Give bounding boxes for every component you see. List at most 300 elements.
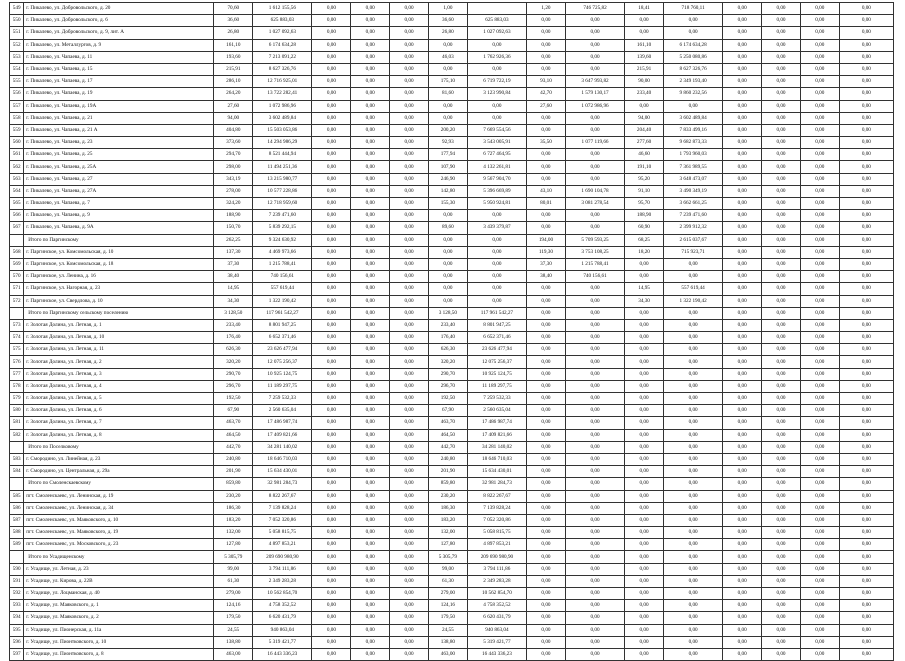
value-cell: 0,00: [351, 149, 390, 161]
value-cell: 0,00: [565, 575, 624, 587]
table-row: [10, 112, 894, 124]
value-cell: 0,00: [723, 575, 762, 587]
value-cell: 0,00: [839, 478, 893, 490]
value-cell: 0,00: [663, 575, 722, 587]
table-row: [10, 271, 894, 283]
value-cell: 0,00: [800, 466, 839, 478]
value-cell: 0,00: [312, 173, 351, 185]
value-cell: 2 615 037,67: [663, 234, 722, 246]
value-cell: 0,00: [428, 63, 467, 75]
address-cell: г. Золотая Долина, ул. Летная, д. 6: [24, 405, 214, 417]
row-number-cell: 557: [10, 100, 24, 112]
table-row: [10, 185, 894, 197]
value-cell: 2 349 283,28: [253, 575, 312, 587]
value-cell: 0,00: [351, 429, 390, 441]
value-cell: 746 725,82: [565, 3, 624, 15]
value-cell: 1 215 788,41: [253, 258, 312, 270]
row-number-cell: 550: [10, 15, 24, 27]
value-cell: 0,00: [762, 612, 801, 624]
value-cell: 0,00: [762, 563, 801, 575]
value-cell: 0,00: [565, 51, 624, 63]
table-row: [10, 161, 894, 173]
value-cell: 0,00: [723, 39, 762, 51]
address-cell: г. Пикалево, ул. Чапаева, д. 7: [24, 198, 214, 210]
value-cell: 142,80: [428, 185, 467, 197]
row-number-cell: 563: [10, 173, 24, 185]
value-cell: 0,00: [351, 490, 390, 502]
value-cell: 6 620 431,79: [467, 612, 526, 624]
value-cell: 7 239 471,60: [253, 210, 312, 222]
row-number-cell: [10, 478, 24, 490]
value-cell: 11 189 297,75: [253, 380, 312, 392]
value-cell: 0,00: [565, 405, 624, 417]
value-cell: 194,00: [527, 234, 566, 246]
value-cell: 137,30: [214, 246, 253, 258]
value-cell: 0,00: [800, 344, 839, 356]
value-cell: 0,00: [312, 648, 351, 660]
value-cell: 0,00: [351, 15, 390, 27]
value-cell: 0,00: [839, 332, 893, 344]
value-cell: 0,00: [565, 149, 624, 161]
value-cell: 0,00: [390, 185, 429, 197]
value-cell: 0,00: [800, 63, 839, 75]
value-cell: 230,20: [214, 490, 253, 502]
value-cell: 0,00: [565, 380, 624, 392]
address-cell: г. Золотая Долина, ул. Летная, д. 7: [24, 417, 214, 429]
value-cell: 0,00: [312, 88, 351, 100]
value-cell: 0,00: [762, 490, 801, 502]
value-cell: 0,00: [390, 551, 429, 563]
value-cell: 215,91: [625, 63, 664, 75]
value-cell: 0,00: [351, 478, 390, 490]
value-cell: 18 646 710,03: [467, 453, 526, 465]
value-cell: 1 579 130,17: [565, 88, 624, 100]
value-cell: 0,00: [312, 27, 351, 39]
value-cell: 5 305,79: [428, 551, 467, 563]
value-cell: 0,00: [390, 210, 429, 222]
table-row: [10, 319, 894, 331]
value-cell: 3 123 990,84: [467, 88, 526, 100]
value-cell: 7 239 471,60: [663, 210, 722, 222]
value-cell: 0,00: [663, 539, 722, 551]
value-cell: 80,01: [527, 198, 566, 210]
value-cell: 0,00: [527, 173, 566, 185]
value-cell: 0,00: [390, 441, 429, 453]
value-cell: 0,00: [762, 356, 801, 368]
value-cell: 5 305,79: [214, 551, 253, 563]
value-cell: 0,00: [351, 514, 390, 526]
value-cell: 0,00: [390, 295, 429, 307]
value-cell: 0,00: [723, 27, 762, 39]
row-number-cell: 591: [10, 575, 24, 587]
value-cell: 0,00: [390, 575, 429, 587]
table-row: [10, 210, 894, 222]
value-cell: 0,00: [762, 380, 801, 392]
address-cell: г. Золотая Долина, ул. Летная, д. 8: [24, 429, 214, 441]
value-cell: 0,00: [762, 173, 801, 185]
value-cell: 0,00: [663, 332, 722, 344]
value-cell: 0,00: [565, 210, 624, 222]
value-cell: 0,00: [625, 429, 664, 441]
value-cell: 0,00: [663, 466, 722, 478]
value-cell: 0,00: [663, 588, 722, 600]
value-cell: 0,00: [390, 246, 429, 258]
row-number-cell: 584: [10, 466, 24, 478]
value-cell: 95,70: [625, 198, 664, 210]
value-cell: 0,00: [351, 185, 390, 197]
value-cell: 0,00: [762, 258, 801, 270]
value-cell: 0,00: [565, 551, 624, 563]
table-row: [10, 453, 894, 465]
value-cell: 0,00: [800, 563, 839, 575]
value-cell: 0,00: [839, 380, 893, 392]
value-cell: 7 259 532,33: [253, 393, 312, 405]
value-cell: 0,00: [839, 429, 893, 441]
value-cell: 10 577 228,86: [253, 185, 312, 197]
table-row: [10, 258, 894, 270]
value-cell: 17 409 821,66: [253, 429, 312, 441]
value-cell: 0,00: [390, 527, 429, 539]
value-cell: 0,00: [351, 588, 390, 600]
value-cell: 0,00: [839, 271, 893, 283]
value-cell: 0,00: [663, 648, 722, 660]
value-cell: 0,00: [839, 600, 893, 612]
value-cell: 1 322 190,42: [253, 295, 312, 307]
value-cell: 0,00: [762, 319, 801, 331]
value-cell: 0,00: [762, 307, 801, 319]
value-cell: 0,00: [625, 319, 664, 331]
value-cell: 9 567 904,70: [467, 173, 526, 185]
value-cell: 0,00: [390, 648, 429, 660]
value-cell: 93,10: [527, 76, 566, 88]
value-cell: 0,00: [351, 161, 390, 173]
value-cell: 18,41: [625, 3, 664, 15]
row-number-cell: 555: [10, 76, 24, 88]
value-cell: 0,00: [762, 210, 801, 222]
value-cell: 0,00: [800, 453, 839, 465]
row-number-cell: 551: [10, 27, 24, 39]
value-cell: 277,60: [625, 137, 664, 149]
value-cell: 26,80: [428, 27, 467, 39]
value-cell: 0,00: [762, 466, 801, 478]
value-cell: 0,00: [663, 27, 722, 39]
value-cell: 124,16: [214, 600, 253, 612]
value-cell: 0,00: [428, 210, 467, 222]
value-cell: 0,00: [762, 39, 801, 51]
value-cell: 233,40: [625, 88, 664, 100]
value-cell: 0,00: [800, 222, 839, 234]
value-cell: 0,00: [839, 112, 893, 124]
row-number-cell: 560: [10, 137, 24, 149]
value-cell: 0,00: [762, 478, 801, 490]
value-cell: 191,10: [625, 161, 664, 173]
value-cell: 0,00: [625, 393, 664, 405]
value-cell: 0,00: [800, 514, 839, 526]
value-cell: 246,90: [428, 173, 467, 185]
value-cell: 0,00: [663, 441, 722, 453]
value-cell: 0,00: [839, 173, 893, 185]
value-cell: 0,00: [663, 258, 722, 270]
value-cell: 0,00: [625, 356, 664, 368]
value-cell: 0,00: [390, 624, 429, 636]
value-cell: 127,80: [428, 539, 467, 551]
address-cell: г. Пикалево, ул. Чапаева, д. 19: [24, 88, 214, 100]
value-cell: 3 128,50: [214, 307, 253, 319]
value-cell: 0,00: [762, 393, 801, 405]
value-cell: 0,00: [527, 624, 566, 636]
address-cell: г. Золотая Долина, ул. Летная, д. 1: [24, 319, 214, 331]
housing-program-table: [9, 2, 894, 661]
value-cell: 0,00: [527, 514, 566, 526]
address-cell: г. Пикалево, ул. Чапаева, д. 25А: [24, 161, 214, 173]
value-cell: 201,90: [214, 466, 253, 478]
value-cell: 0,00: [839, 258, 893, 270]
value-cell: 0,00: [723, 112, 762, 124]
value-cell: 0,00: [565, 417, 624, 429]
row-number-cell: 582: [10, 429, 24, 441]
row-number-cell: 592: [10, 588, 24, 600]
value-cell: 124,16: [428, 600, 467, 612]
table-row: [10, 417, 894, 429]
value-cell: 296,70: [214, 380, 253, 392]
value-cell: 0,00: [390, 502, 429, 514]
value-cell: 1 690 104,78: [565, 185, 624, 197]
value-cell: 0,00: [390, 27, 429, 39]
table-row: [10, 344, 894, 356]
value-cell: 1 072 986,96: [253, 100, 312, 112]
value-cell: 127,80: [214, 539, 253, 551]
value-cell: 0,00: [390, 234, 429, 246]
value-cell: 0,00: [565, 539, 624, 551]
value-cell: 0,00: [839, 234, 893, 246]
value-cell: 0,00: [663, 405, 722, 417]
address-cell: г. Усадище, ул. Пионтковского, д. 10: [24, 636, 214, 648]
address-cell: г. Пикалево, ул. Добровольского, д. 20: [24, 3, 214, 15]
address-cell: Итого по Паргинскому: [24, 234, 214, 246]
row-number-cell: 580: [10, 405, 24, 417]
row-number-cell: 593: [10, 600, 24, 612]
value-cell: 0,00: [312, 124, 351, 136]
value-cell: 0,00: [723, 466, 762, 478]
value-cell: 26,80: [214, 27, 253, 39]
value-cell: 0,00: [839, 514, 893, 526]
value-cell: 0,00: [800, 575, 839, 587]
table-row: [10, 624, 894, 636]
value-cell: 0,00: [839, 502, 893, 514]
value-cell: 0,00: [565, 161, 624, 173]
value-cell: 0,00: [800, 478, 839, 490]
value-cell: 0,00: [625, 344, 664, 356]
value-cell: 3 647 993,82: [565, 76, 624, 88]
row-number-cell: 561: [10, 149, 24, 161]
value-cell: 0,00: [663, 356, 722, 368]
value-cell: 0,00: [839, 490, 893, 502]
table-row: [10, 100, 894, 112]
value-cell: 35,50: [527, 137, 566, 149]
value-cell: 0,00: [625, 588, 664, 600]
value-cell: 8 627 326,76: [253, 63, 312, 75]
value-cell: 0,00: [527, 149, 566, 161]
value-cell: 296,70: [428, 380, 467, 392]
value-cell: 0,00: [527, 63, 566, 75]
value-cell: 0,00: [800, 76, 839, 88]
value-cell: 0,00: [762, 527, 801, 539]
table-row: [10, 380, 894, 392]
value-cell: 0,00: [390, 393, 429, 405]
value-cell: 193,60: [214, 51, 253, 63]
value-cell: 0,00: [625, 600, 664, 612]
row-number-cell: 596: [10, 636, 24, 648]
value-cell: 7 669 554,56: [467, 124, 526, 136]
value-cell: 0,00: [839, 393, 893, 405]
address-cell: Итого по Смоленскаевскому: [24, 478, 214, 490]
value-cell: 13 722 282,41: [253, 88, 312, 100]
value-cell: 0,00: [762, 76, 801, 88]
value-cell: 0,00: [312, 624, 351, 636]
value-cell: 0,00: [800, 319, 839, 331]
value-cell: 0,00: [527, 429, 566, 441]
value-cell: 0,00: [351, 441, 390, 453]
value-cell: 0,00: [565, 112, 624, 124]
value-cell: 3 602 489,84: [253, 112, 312, 124]
table-subtotal-row: [10, 441, 894, 453]
address-cell: Итого по Усадищенскому: [24, 551, 214, 563]
value-cell: 0,00: [625, 380, 664, 392]
address-cell: пгт. Смоленскаевс, ул. Маяковского, д. 10: [24, 514, 214, 526]
value-cell: 89,60: [428, 222, 467, 234]
value-cell: 3 794 111,86: [467, 563, 526, 575]
value-cell: 718 760,11: [663, 3, 722, 15]
value-cell: 0,00: [723, 210, 762, 222]
value-cell: 0,00: [762, 624, 801, 636]
value-cell: 0,00: [565, 307, 624, 319]
value-cell: 117 961 542,27: [467, 307, 526, 319]
value-cell: 0,00: [839, 453, 893, 465]
value-cell: 279,00: [214, 588, 253, 600]
value-cell: 0,00: [351, 575, 390, 587]
value-cell: 0,00: [351, 356, 390, 368]
value-cell: 0,00: [565, 648, 624, 660]
value-cell: 0,00: [762, 112, 801, 124]
row-number-cell: 572: [10, 295, 24, 307]
value-cell: 0,00: [390, 600, 429, 612]
value-cell: 6 620 431,79: [253, 612, 312, 624]
row-number-cell: 549: [10, 3, 24, 15]
value-cell: 0,00: [390, 258, 429, 270]
address-cell: Итого по Поселковому: [24, 441, 214, 453]
value-cell: 0,00: [390, 283, 429, 295]
value-cell: 464,50: [428, 429, 467, 441]
value-cell: 0,00: [663, 527, 722, 539]
row-number-cell: 594: [10, 612, 24, 624]
value-cell: 0,00: [723, 648, 762, 660]
value-cell: 0,00: [839, 356, 893, 368]
value-cell: 186,30: [428, 502, 467, 514]
address-cell: г. Пикалево, ул. Металлургов, д. 9: [24, 39, 214, 51]
value-cell: 0,00: [762, 63, 801, 75]
value-cell: 0,00: [800, 51, 839, 63]
value-cell: 0,00: [762, 368, 801, 380]
value-cell: 0,00: [723, 63, 762, 75]
value-cell: 0,00: [800, 161, 839, 173]
value-cell: 0,00: [762, 137, 801, 149]
value-cell: 0,00: [312, 15, 351, 27]
value-cell: 0,00: [723, 295, 762, 307]
value-cell: 0,00: [565, 478, 624, 490]
value-cell: 0,00: [839, 551, 893, 563]
address-cell: г. Пикалево, ул. Чапаева, д. 27А: [24, 185, 214, 197]
value-cell: 1,00: [428, 3, 467, 15]
value-cell: 36,60: [214, 15, 253, 27]
value-cell: 188,90: [625, 210, 664, 222]
value-cell: 0,00: [428, 246, 467, 258]
value-cell: 119,30: [527, 246, 566, 258]
value-cell: 0,00: [527, 453, 566, 465]
value-cell: 0,00: [351, 502, 390, 514]
value-cell: 0,00: [527, 112, 566, 124]
value-cell: 0,00: [762, 429, 801, 441]
value-cell: 0,00: [762, 246, 801, 258]
value-cell: 0,00: [762, 234, 801, 246]
value-cell: 1,20: [527, 3, 566, 15]
value-cell: 0,00: [351, 551, 390, 563]
value-cell: 138,80: [428, 636, 467, 648]
value-cell: 230,20: [428, 490, 467, 502]
table-row: [10, 514, 894, 526]
address-cell: г. Усадище, ул. Пионерская, д. 11а: [24, 624, 214, 636]
value-cell: 209 690 980,90: [467, 551, 526, 563]
value-cell: 940 863,04: [467, 624, 526, 636]
value-cell: 5 250 080,86: [663, 51, 722, 63]
table-row: [10, 173, 894, 185]
table-row: [10, 15, 894, 27]
value-cell: 0,00: [762, 100, 801, 112]
table-row: [10, 648, 894, 660]
value-cell: 2 560 635,04: [467, 405, 526, 417]
value-cell: 0,00: [800, 405, 839, 417]
value-cell: 0,00: [351, 100, 390, 112]
address-cell: г. Золотая Долина, ул. Летная, д. 3: [24, 368, 214, 380]
value-cell: 0,00: [527, 307, 566, 319]
value-cell: 0,00: [800, 551, 839, 563]
value-cell: 0,00: [762, 600, 801, 612]
value-cell: 0,00: [839, 51, 893, 63]
value-cell: 0,00: [800, 441, 839, 453]
value-cell: 0,00: [312, 319, 351, 331]
value-cell: 0,00: [312, 76, 351, 88]
value-cell: 0,00: [800, 588, 839, 600]
value-cell: 0,00: [663, 417, 722, 429]
row-number-cell: 552: [10, 39, 24, 51]
value-cell: 0,00: [839, 295, 893, 307]
value-cell: 373,60: [214, 137, 253, 149]
row-number-cell: 559: [10, 124, 24, 136]
value-cell: 0,00: [625, 453, 664, 465]
value-cell: 94,00: [214, 112, 253, 124]
row-number-cell: 577: [10, 368, 24, 380]
address-cell: пгт. Смоленскаевс, ул. Ленинская, д. 19: [24, 490, 214, 502]
table-subtotal-row: [10, 234, 894, 246]
value-cell: 67,90: [428, 405, 467, 417]
value-cell: 1 027 092,63: [467, 27, 526, 39]
value-cell: 0,00: [800, 624, 839, 636]
value-cell: 0,00: [762, 185, 801, 197]
value-cell: 17 409 821,66: [467, 429, 526, 441]
value-cell: 290,70: [428, 368, 467, 380]
value-cell: 0,00: [351, 222, 390, 234]
value-cell: 0,00: [565, 563, 624, 575]
value-cell: 0,00: [762, 198, 801, 210]
